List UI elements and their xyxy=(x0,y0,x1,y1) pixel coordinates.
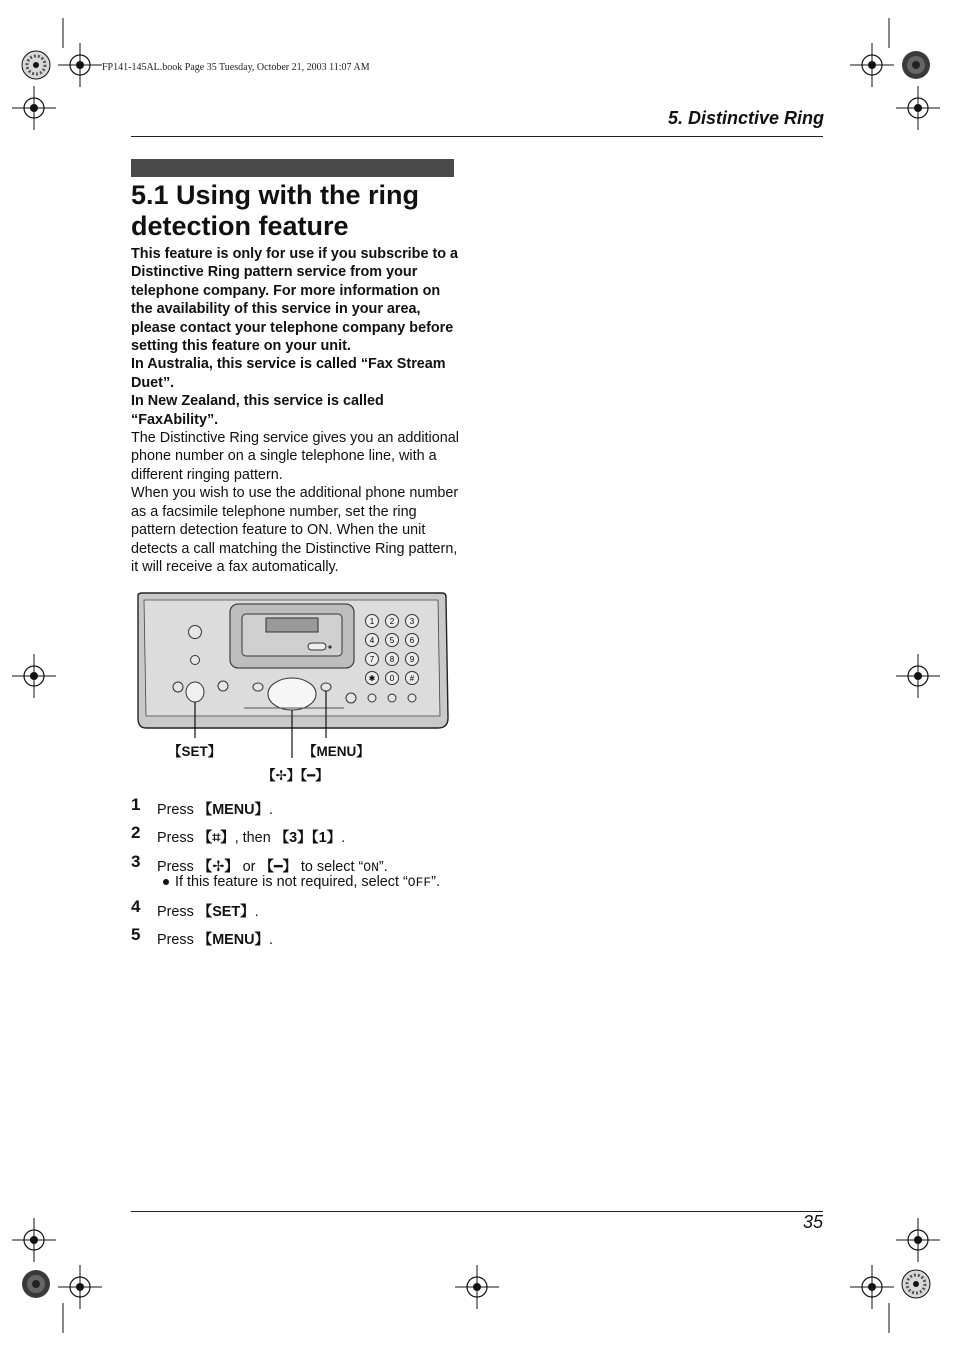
figure-label-up-down: 【✢】【━】 xyxy=(262,768,329,783)
heading-bar xyxy=(131,159,454,177)
section-header: 5. Distinctive Ring xyxy=(667,108,824,128)
footer-rule xyxy=(131,1211,823,1212)
step-text-part: or xyxy=(238,859,260,875)
intro-para-2: When you wish to use the additional phone number as a facsimile telephone number, set the ring pattern detection feature to ON. When the unit detects a call matching the Distinctive Ring pattern, it will receive a fax automatically. xyxy=(131,485,459,575)
step-text xyxy=(157,855,388,876)
note-text: ”. xyxy=(431,874,440,890)
note-text: If this feature is not required, select “ xyxy=(175,874,408,890)
keypad-key-label: 0 xyxy=(389,674,395,683)
key-label: 【MENU】 xyxy=(197,802,269,818)
intro-para-1: The Distinctive Ring service gives you an additional phone number on a single telephone line, with a different ringing pattern. xyxy=(131,430,459,483)
step-number: 4 xyxy=(131,897,141,916)
step-4 xyxy=(131,898,461,926)
intro-bold-2: In Australia, this service is called “Fax Stream Duet”. xyxy=(131,356,446,391)
step-text-part: to select “ xyxy=(296,859,364,875)
keypad-key-label: 2 xyxy=(389,617,395,626)
keypad-key-label: ✱ xyxy=(368,674,376,683)
header-rule xyxy=(131,136,823,137)
key-label: 【3】【1】 xyxy=(274,830,342,846)
step-text-part: , then xyxy=(234,830,275,846)
key-label: 【SET】 xyxy=(197,904,255,920)
page-title: 5.1 Using with the ring detection feature xyxy=(131,180,420,241)
step-text xyxy=(157,928,273,949)
step-number: 3 xyxy=(131,852,141,871)
key-label: 【⌗】 xyxy=(197,830,235,846)
keypad-key-label: 4 xyxy=(369,636,375,645)
step-text-part: . xyxy=(268,932,273,948)
keypad-key-label: 6 xyxy=(409,636,415,645)
display-text: ON xyxy=(363,860,379,875)
fax-panel-figure xyxy=(134,590,450,785)
keypad-key-label: 3 xyxy=(409,617,415,626)
step-text xyxy=(157,826,345,847)
step-text-part: Press xyxy=(157,904,198,920)
key-label: 【MENU】 xyxy=(197,932,269,948)
keypad-key-label: 9 xyxy=(409,655,415,664)
step-number: 1 xyxy=(131,795,141,814)
intro-text xyxy=(131,245,459,576)
page-number: 35 xyxy=(802,1212,823,1232)
step-3 xyxy=(131,853,461,898)
step-number: 2 xyxy=(131,823,141,842)
step-text-part: Press xyxy=(157,859,198,875)
step-note xyxy=(163,874,440,890)
keypad-key-label: 5 xyxy=(389,636,395,645)
intro-bold-1: This feature is only for use if you subscribe to a Distinctive Ring pattern service from your telephone company. For more information on the availability of this service in your area, please contact your telephone company before setting this feature on your unit. xyxy=(131,246,459,355)
intro-bold-3: In New Zealand, this service is called “FaxAbility”. xyxy=(131,393,384,428)
step-text-part: . xyxy=(254,904,259,920)
keypad-key-label: # xyxy=(409,674,415,683)
step-text xyxy=(157,900,259,921)
step-1 xyxy=(131,796,461,824)
step-text-part: Press xyxy=(157,932,198,948)
step-list xyxy=(131,796,461,954)
step-2 xyxy=(131,824,461,853)
bullet-icon xyxy=(163,879,169,885)
keypad-key-label: 7 xyxy=(369,655,375,664)
step-5 xyxy=(131,926,461,954)
key-label: 【✢】 xyxy=(197,859,239,875)
figure-label-set: 【SET】 xyxy=(168,744,222,759)
step-text-part: . xyxy=(268,802,273,818)
step-text-part: Press xyxy=(157,830,198,846)
step-text-part: Press xyxy=(157,802,198,818)
step-text-part: ”. xyxy=(378,859,388,875)
step-text-part: . xyxy=(341,830,346,846)
keypad-key-label: 1 xyxy=(369,617,375,626)
print-mark: FP141-145AL.book Page 35 Tuesday, October 21, 2003 11:07 AM xyxy=(102,62,370,73)
step-number: 5 xyxy=(131,925,141,944)
step-text xyxy=(157,798,273,819)
display-text: OFF xyxy=(407,875,432,890)
figure-label-menu: 【MENU】 xyxy=(303,744,370,759)
key-label: 【━】 xyxy=(259,859,297,875)
keypad-key-label: 8 xyxy=(389,655,395,664)
